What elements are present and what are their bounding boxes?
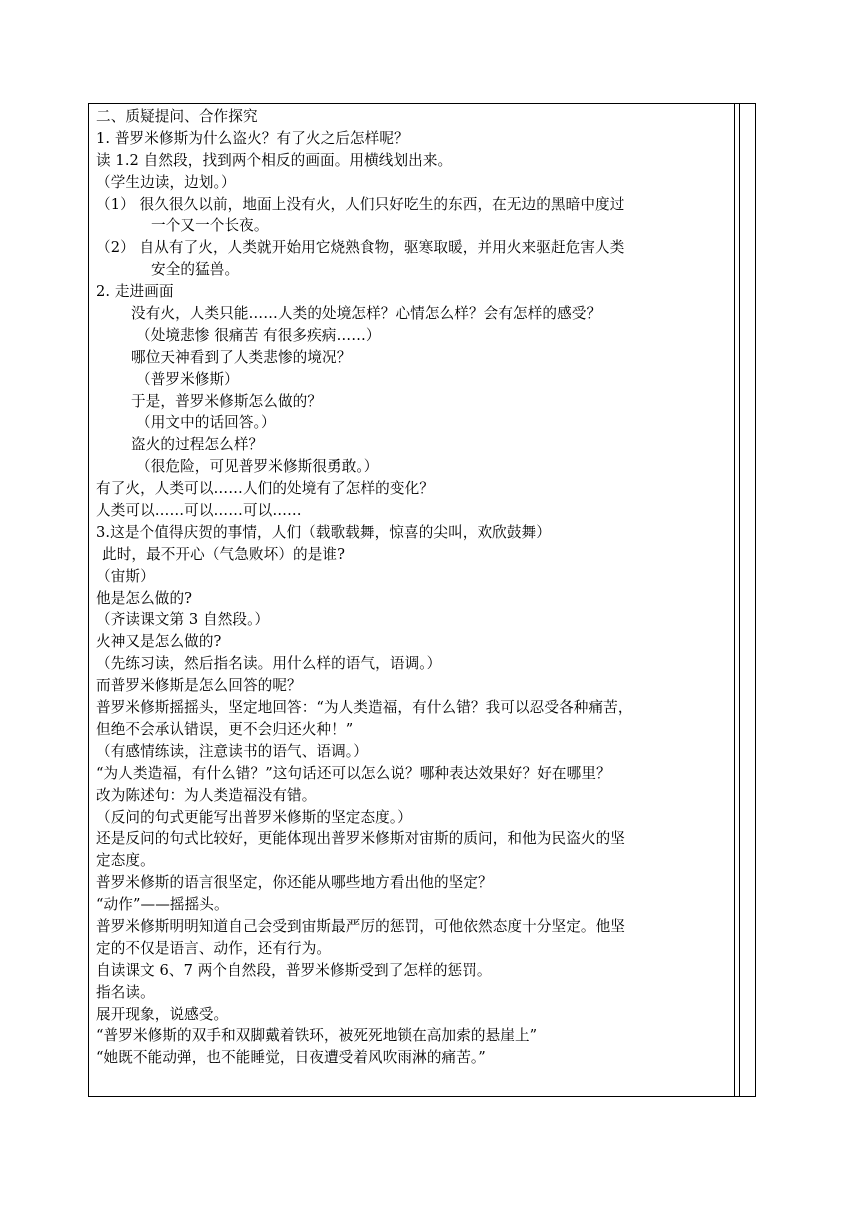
text-line: 1. 普罗米修斯为什么盗火？有了火之后怎样呢？ xyxy=(96,129,409,147)
text-line: 展开现象，说感受。 xyxy=(96,1005,229,1023)
text-line: “她既不能动弹，也不能睡觉，日夜遭受着风吹雨淋的痛苦。” xyxy=(96,1049,486,1067)
text-line: 3.这是个值得庆贺的事情，人们（载歌载舞，惊喜的尖叫，欢欣鼓舞） xyxy=(96,523,551,541)
text-line: 没有火，人类只能……人类的处境怎样？心情怎么样？会有怎样的感受？ xyxy=(131,305,602,323)
text-line: （有感情练读，注意读书的语气、语调。） xyxy=(96,742,368,760)
column-divider xyxy=(734,104,735,1096)
lesson-content xyxy=(96,106,732,1069)
text-line: （宙斯） xyxy=(96,567,155,585)
text-line: 改为陈述句：为人类造福没有错。 xyxy=(96,786,317,804)
text-line: 普罗米修斯摇摇头，坚定地回答：“为人类造福，有什么错？我可以忍受各种痛苦， xyxy=(96,699,633,717)
text-line: （很危险，可见普罗米修斯很勇敢。） xyxy=(136,458,379,476)
text-line: （先练习读，然后指名读。用什么样的语气，语调。） xyxy=(96,655,442,673)
text-line: “普罗米修斯的双手和双脚戴着铁环，被死死地锁在高加索的悬崖上” xyxy=(96,1027,538,1045)
text-line: 一个又一个长夜。 xyxy=(151,217,269,235)
text-line: （齐读课文第 3 自然段。） xyxy=(96,611,270,629)
text-line: 还是反问的句式比较好，更能体现出普罗米修斯对宙斯的质问，和他为民盗火的坚 xyxy=(96,830,625,848)
text-line: （1） 很久很久以前，地面上没有火，人们只好吃生的东西，在无边的黑暗中度过 xyxy=(96,195,625,213)
text-line: 定态度。 xyxy=(96,852,155,870)
column-divider xyxy=(739,104,740,1096)
text-line: “动作”——摇摇头。 xyxy=(96,896,229,914)
text-line: 此时，最不开心（气急败坏）的是谁? xyxy=(102,545,346,563)
text-line: （普罗米修斯） xyxy=(136,370,239,388)
text-line: （学生边读，边划。） xyxy=(96,173,236,191)
text-line: （用文中的话回答。） xyxy=(136,414,276,432)
text-line: 指名读。 xyxy=(96,983,155,1001)
text-line: （反问的句式更能写出普罗米修斯的坚定态度。） xyxy=(96,808,412,826)
text-line: 安全的猛兽。 xyxy=(151,261,240,279)
text-line: 读 1.2 自然段，找到两个相反的画面。用横线划出来。 xyxy=(96,151,453,169)
text-line: 普罗米修斯明明知道自己会受到宙斯最严厉的惩罚，可他依然态度十分坚定。他坚 xyxy=(96,917,625,935)
text-line: 普罗米修斯的语言很坚定，你还能从哪些地方看出他的坚定？ xyxy=(96,874,493,892)
text-line: 但绝不会承认错误，更不会归还火种！” xyxy=(96,720,354,738)
text-line: （2） 自从有了火，人类就开始用它烧熟食物，驱寒取暖，并用火来驱赶危害人类 xyxy=(96,239,625,257)
text-line: 哪位天神看到了人类悲惨的境况？ xyxy=(131,348,352,366)
text-line: 人类可以……可以……可以…… xyxy=(96,502,302,520)
text-line: “为人类造福，有什么错？”这句话还可以怎么说？哪种表达效果好？好在哪里？ xyxy=(96,764,611,782)
lesson-table xyxy=(88,103,756,1097)
text-line: 火神又是怎么做的? xyxy=(96,633,222,651)
text-line: 2. 走进画面 xyxy=(96,283,174,301)
text-line: 他是怎么做的? xyxy=(96,589,193,607)
text-line: 有了火，人类可以……人们的处境有了怎样的变化？ xyxy=(96,480,434,498)
text-line: 二、质疑提问、合作探究 xyxy=(96,108,258,125)
text-line: （处境悲惨 很痛苦 有很多疾病……） xyxy=(136,326,381,344)
text-line: 于是，普罗米修斯怎么做的？ xyxy=(131,392,323,410)
text-line: 定的不仅是语言、动作，还有行为。 xyxy=(96,939,332,957)
text-line: 自读课文 6、7 两个自然段，普罗米修斯受到了怎样的惩罚。 xyxy=(96,961,492,979)
text-line: 盗火的过程怎么样？ xyxy=(131,436,264,454)
text-line: 而普罗米修斯是怎么回答的呢？ xyxy=(96,677,302,695)
